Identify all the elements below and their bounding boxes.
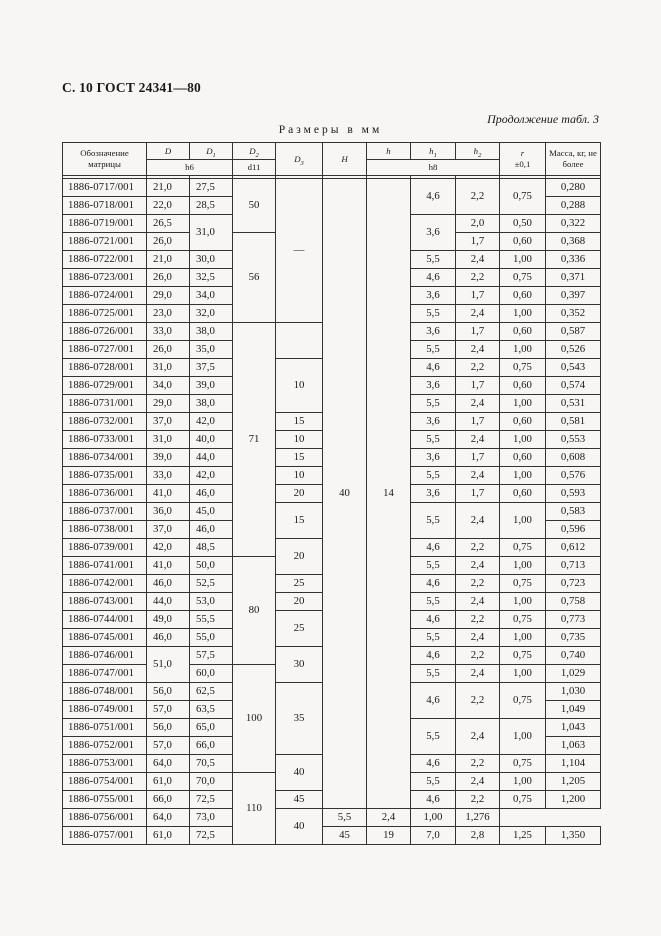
table-cell: 1,7 bbox=[456, 377, 500, 395]
table-cell: 1,7 bbox=[456, 449, 500, 467]
table-cell: 10 bbox=[276, 431, 323, 449]
header-D2: $D_2$ bbox=[233, 143, 276, 160]
table-cell: 34,0 bbox=[190, 287, 233, 305]
table-cell: 1,029 bbox=[546, 665, 601, 683]
table-cell: 1886-0729/001 bbox=[63, 377, 147, 395]
table-cell: 3,6 bbox=[411, 215, 456, 251]
table-cell: 0,574 bbox=[546, 377, 601, 395]
table-cell: 5,5 bbox=[411, 719, 456, 755]
table-cell: 1,7 bbox=[456, 233, 500, 251]
table-cell: 1,200 bbox=[546, 791, 601, 809]
table-cell: 3,6 bbox=[411, 485, 456, 503]
table-cell: 62,5 bbox=[190, 683, 233, 701]
table-cell: 56,0 bbox=[147, 683, 190, 701]
table-cell: 0,531 bbox=[546, 395, 601, 413]
table-cell: 0,50 bbox=[500, 215, 546, 233]
table-cell: 1,25 bbox=[500, 827, 546, 845]
page-header: С. 10 ГОСТ 24341—80 bbox=[62, 80, 201, 95]
table-cell: 1,00 bbox=[500, 593, 546, 611]
table-cell: 71 bbox=[233, 323, 276, 557]
table-cell: 1,7 bbox=[456, 323, 500, 341]
table-cell: 1,00 bbox=[500, 719, 546, 755]
table-cell: 0,75 bbox=[500, 683, 546, 719]
table-cell bbox=[276, 323, 323, 359]
table-cell: 1,350 bbox=[546, 827, 601, 845]
table-cell: 0,583 bbox=[546, 503, 601, 521]
table-cell: 3,6 bbox=[411, 413, 456, 431]
table-cell: 0,543 bbox=[546, 359, 601, 377]
table-cell: 40 bbox=[276, 809, 323, 845]
table-cell: 1886-0746/001 bbox=[63, 647, 147, 665]
table-cell: 38,0 bbox=[190, 323, 233, 341]
table-row bbox=[63, 179, 601, 197]
table-cell: 57,5 bbox=[190, 647, 233, 665]
table-cell: 2,2 bbox=[456, 755, 500, 773]
header-h1: $h_1$ bbox=[411, 143, 456, 160]
table-cell: 1,00 bbox=[500, 773, 546, 791]
table-cell: 20 bbox=[276, 539, 323, 575]
table-cell: 1,00 bbox=[500, 431, 546, 449]
table-cell: 2,2 bbox=[456, 647, 500, 665]
table-cell: 1886-0719/001 bbox=[63, 215, 147, 233]
table-cell: 1886-0753/001 bbox=[63, 755, 147, 773]
table-cell: 0,322 bbox=[546, 215, 601, 233]
table-cell: 4,6 bbox=[411, 791, 456, 809]
table-cell: 1886-0757/001 bbox=[63, 827, 147, 845]
table-cell: 1886-0754/001 bbox=[63, 773, 147, 791]
table-cell: 2,4 bbox=[456, 503, 500, 539]
table-cell: 0,336 bbox=[546, 251, 601, 269]
table-cell: 65,0 bbox=[190, 719, 233, 737]
table-cell: 4,6 bbox=[411, 539, 456, 557]
table-cell: 0,713 bbox=[546, 557, 601, 575]
table-cell: 1886-0755/001 bbox=[63, 791, 147, 809]
table-cell: 1886-0744/001 bbox=[63, 611, 147, 629]
table-cell: 0,608 bbox=[546, 449, 601, 467]
table-cell: 0,758 bbox=[546, 593, 601, 611]
table-cell: 0,75 bbox=[500, 539, 546, 557]
table-cell: 1886-0728/001 bbox=[63, 359, 147, 377]
table-cell: 0,75 bbox=[500, 269, 546, 287]
table-cell: 45 bbox=[276, 791, 323, 809]
table-cell: 29,0 bbox=[147, 395, 190, 413]
table-cell: 2,2 bbox=[456, 611, 500, 629]
table-cell: 15 bbox=[276, 413, 323, 431]
table-cell: 28,5 bbox=[190, 197, 233, 215]
table-cell: 0,75 bbox=[500, 359, 546, 377]
table-cell: 0,75 bbox=[500, 791, 546, 809]
table-cell: 1886-0738/001 bbox=[63, 521, 147, 539]
header-tol-h6: h6 bbox=[147, 160, 233, 176]
table-cell: 1,00 bbox=[500, 629, 546, 647]
table-cell: 41,0 bbox=[147, 557, 190, 575]
table-cell: 2,4 bbox=[456, 773, 500, 791]
table-cell: 1,00 bbox=[500, 251, 546, 269]
table-cell: 1,049 bbox=[546, 701, 601, 719]
table-cell: 4,6 bbox=[411, 611, 456, 629]
units-caption: Размеры в мм bbox=[278, 124, 383, 136]
table-cell: 2,4 bbox=[456, 719, 500, 755]
table-cell: 25 bbox=[276, 611, 323, 647]
table-cell: 21,0 bbox=[147, 179, 190, 197]
table-cell: 5,5 bbox=[323, 809, 367, 827]
table-continuation-label: Продолжение табл. 3 bbox=[487, 112, 599, 126]
table-cell: 1886-0737/001 bbox=[63, 503, 147, 521]
table-cell: 31,0 bbox=[190, 215, 233, 251]
table-cell: 38,0 bbox=[190, 395, 233, 413]
table-cell: 66,0 bbox=[190, 737, 233, 755]
table-cell: 15 bbox=[276, 503, 323, 539]
table-cell: 4,6 bbox=[411, 359, 456, 377]
table-cell: 25 bbox=[276, 575, 323, 593]
table-cell: 31,0 bbox=[147, 359, 190, 377]
table-cell: 0,60 bbox=[500, 287, 546, 305]
table-cell: 1886-0725/001 bbox=[63, 305, 147, 323]
table-cell: 45,0 bbox=[190, 503, 233, 521]
header-D: D bbox=[147, 143, 190, 160]
table-cell: 0,75 bbox=[500, 179, 546, 215]
table-cell: 19 bbox=[367, 827, 411, 845]
table-cell: 0,288 bbox=[546, 197, 601, 215]
table-cell: 4,6 bbox=[411, 755, 456, 773]
table-cell: 0,526 bbox=[546, 341, 601, 359]
table-cell: 0,368 bbox=[546, 233, 601, 251]
table-cell: 37,0 bbox=[147, 413, 190, 431]
table-cell: 1886-0745/001 bbox=[63, 629, 147, 647]
table-cell: 2,4 bbox=[456, 629, 500, 647]
table-cell: 10 bbox=[276, 359, 323, 413]
table-cell: 1886-0727/001 bbox=[63, 341, 147, 359]
table-cell: 31,0 bbox=[147, 431, 190, 449]
table-cell: 49,0 bbox=[147, 611, 190, 629]
table-cell: 1886-0756/001 bbox=[63, 809, 147, 827]
table-cell: 14 bbox=[367, 179, 411, 809]
table-cell: 1,00 bbox=[500, 467, 546, 485]
table-cell: 39,0 bbox=[147, 449, 190, 467]
table-cell: 0,612 bbox=[546, 539, 601, 557]
table-cell: 52,5 bbox=[190, 575, 233, 593]
table-cell: 4,6 bbox=[411, 683, 456, 719]
table-cell: 72,5 bbox=[190, 791, 233, 809]
table-cell: 21,0 bbox=[147, 251, 190, 269]
table-cell: 70,0 bbox=[190, 773, 233, 791]
table-cell: 1,7 bbox=[456, 485, 500, 503]
table-cell: 40 bbox=[276, 755, 323, 791]
table-cell: 41,0 bbox=[147, 485, 190, 503]
table-cell: 4,6 bbox=[411, 575, 456, 593]
table-cell: 64,0 bbox=[147, 809, 190, 827]
table-cell: 42,0 bbox=[190, 413, 233, 431]
table-cell: 1886-0731/001 bbox=[63, 395, 147, 413]
table-cell: 37,5 bbox=[190, 359, 233, 377]
table-cell: 5,5 bbox=[411, 305, 456, 323]
table-cell: 46,0 bbox=[190, 521, 233, 539]
table-cell: 57,0 bbox=[147, 737, 190, 755]
table-cell: 57,0 bbox=[147, 701, 190, 719]
table-cell: 20 bbox=[276, 593, 323, 611]
table-cell: 36,0 bbox=[147, 503, 190, 521]
table-cell: 3,6 bbox=[411, 377, 456, 395]
table-cell: 10 bbox=[276, 467, 323, 485]
table-cell: 72,5 bbox=[190, 827, 233, 845]
table-cell: 2,4 bbox=[456, 395, 500, 413]
table-cell: 1886-0717/001 bbox=[63, 179, 147, 197]
table-cell: 0,576 bbox=[546, 467, 601, 485]
table-cell: 1886-0735/001 bbox=[63, 467, 147, 485]
table-cell: 1886-0723/001 bbox=[63, 269, 147, 287]
table-cell: 1,00 bbox=[500, 503, 546, 539]
table-cell: 1,205 bbox=[546, 773, 601, 791]
table-cell: 1886-0749/001 bbox=[63, 701, 147, 719]
table-cell: 0,596 bbox=[546, 521, 601, 539]
table-cell: 4,6 bbox=[411, 179, 456, 215]
table-cell: 51,0 bbox=[147, 647, 190, 683]
table-cell: 42,0 bbox=[190, 467, 233, 485]
table-cell: 2,0 bbox=[456, 215, 500, 233]
header-code: Обозначение матрицы bbox=[63, 143, 147, 176]
table-cell: 0,60 bbox=[500, 413, 546, 431]
table-cell: 1886-0733/001 bbox=[63, 431, 147, 449]
table-cell: 1,063 bbox=[546, 737, 601, 755]
table-cell: 1886-0751/001 bbox=[63, 719, 147, 737]
table-cell: 5,5 bbox=[411, 467, 456, 485]
header-D1: $D_1$ bbox=[190, 143, 233, 160]
header-tol-h8: h8 bbox=[367, 160, 500, 176]
table-cell: 2,8 bbox=[456, 827, 500, 845]
table-cell: 34,0 bbox=[147, 377, 190, 395]
table-cell: 1886-0748/001 bbox=[63, 683, 147, 701]
table-cell: 0,75 bbox=[500, 575, 546, 593]
table-cell: 3,6 bbox=[411, 449, 456, 467]
table-cell: 30 bbox=[276, 647, 323, 683]
header-H: H bbox=[323, 143, 367, 176]
table-cell: 5,5 bbox=[411, 431, 456, 449]
table-cell: 56,0 bbox=[147, 719, 190, 737]
header-r: r ±0,1 bbox=[500, 143, 546, 176]
table-cell: 35,0 bbox=[190, 341, 233, 359]
dimensions-table bbox=[62, 142, 601, 845]
table-cell: 1,00 bbox=[500, 665, 546, 683]
table-cell: 5,5 bbox=[411, 341, 456, 359]
table-cell: 15 bbox=[276, 449, 323, 467]
table-cell: 5,5 bbox=[411, 629, 456, 647]
table-row bbox=[63, 809, 601, 827]
table-cell: 1,030 bbox=[546, 683, 601, 701]
table-cell: 0,553 bbox=[546, 431, 601, 449]
table-cell: 110 bbox=[233, 773, 276, 845]
table-cell: 1886-0724/001 bbox=[63, 287, 147, 305]
table-cell: 1,00 bbox=[500, 341, 546, 359]
table-cell: 2,4 bbox=[367, 809, 411, 827]
table-cell: 2,4 bbox=[456, 665, 500, 683]
table-cell: 44,0 bbox=[147, 593, 190, 611]
table-cell: 5,5 bbox=[411, 593, 456, 611]
table-cell: 0,773 bbox=[546, 611, 601, 629]
table-cell: 61,0 bbox=[147, 827, 190, 845]
table-cell: 4,6 bbox=[411, 269, 456, 287]
table-cell: 5,5 bbox=[411, 251, 456, 269]
table-cell: 22,0 bbox=[147, 197, 190, 215]
table-cell: 61,0 bbox=[147, 773, 190, 791]
table-cell: 55,5 bbox=[190, 611, 233, 629]
table-cell: 70,5 bbox=[190, 755, 233, 773]
table-cell: 1886-0747/001 bbox=[63, 665, 147, 683]
table-cell: 0,587 bbox=[546, 323, 601, 341]
table-cell: 40,0 bbox=[190, 431, 233, 449]
table-cell: 1,7 bbox=[456, 287, 500, 305]
table-cell: 55,0 bbox=[190, 629, 233, 647]
table-cell: 42,0 bbox=[147, 539, 190, 557]
table-cell: 0,75 bbox=[500, 755, 546, 773]
table-cell: 2,4 bbox=[456, 251, 500, 269]
table-cell: 1,00 bbox=[500, 557, 546, 575]
table-cell: 0,723 bbox=[546, 575, 601, 593]
table-cell: 32,5 bbox=[190, 269, 233, 287]
table-cell: 2,4 bbox=[456, 467, 500, 485]
table-cell: 32,0 bbox=[190, 305, 233, 323]
table-cell: 56 bbox=[233, 233, 276, 323]
table-cell: 1,00 bbox=[500, 395, 546, 413]
table-cell: 0,581 bbox=[546, 413, 601, 431]
table-cell: 1886-0732/001 bbox=[63, 413, 147, 431]
table-cell: 50,0 bbox=[190, 557, 233, 575]
table-cell: 1886-0743/001 bbox=[63, 593, 147, 611]
table-cell: 1886-0739/001 bbox=[63, 539, 147, 557]
table-cell: 1886-0736/001 bbox=[63, 485, 147, 503]
table-cell: 23,0 bbox=[147, 305, 190, 323]
table-cell: 0,75 bbox=[500, 611, 546, 629]
table-cell: 1,00 bbox=[500, 305, 546, 323]
header-h: h bbox=[367, 143, 411, 160]
table-cell: 0,60 bbox=[500, 233, 546, 251]
table-cell: 2,2 bbox=[456, 791, 500, 809]
table-cell: 2,2 bbox=[456, 683, 500, 719]
table-cell: 27,5 bbox=[190, 179, 233, 197]
table-cell: 5,5 bbox=[411, 665, 456, 683]
table-cell: 1886-0722/001 bbox=[63, 251, 147, 269]
table-cell: 60,0 bbox=[190, 665, 233, 683]
table-cell: 45 bbox=[323, 827, 367, 845]
table-cell: 4,6 bbox=[411, 647, 456, 665]
table-cell: 2,2 bbox=[456, 179, 500, 215]
table-cell: 2,4 bbox=[456, 431, 500, 449]
table-cell: 7,0 bbox=[411, 827, 456, 845]
header-h2: $h_2$ bbox=[456, 143, 500, 160]
table-cell: 26,0 bbox=[147, 233, 190, 251]
header-mass: Масса, кг, не более bbox=[546, 143, 601, 176]
table-cell: 2,2 bbox=[456, 539, 500, 557]
table-cell: 46,0 bbox=[147, 575, 190, 593]
table-cell: 26,0 bbox=[147, 269, 190, 287]
table-cell: 1886-0741/001 bbox=[63, 557, 147, 575]
table-cell: 2,4 bbox=[456, 557, 500, 575]
table-cell: 1886-0742/001 bbox=[63, 575, 147, 593]
table-cell: 0,60 bbox=[500, 377, 546, 395]
table-cell: 64,0 bbox=[147, 755, 190, 773]
table-cell: 63,5 bbox=[190, 701, 233, 719]
table-cell: 1886-0718/001 bbox=[63, 197, 147, 215]
table-cell: 2,2 bbox=[456, 575, 500, 593]
table-cell: 1886-0752/001 bbox=[63, 737, 147, 755]
table-cell: 1,7 bbox=[456, 413, 500, 431]
table-cell: 1886-0726/001 bbox=[63, 323, 147, 341]
table-cell: 5,5 bbox=[411, 503, 456, 539]
table-cell: 50 bbox=[233, 179, 276, 233]
table-cell: 0,60 bbox=[500, 323, 546, 341]
table-cell: 0,60 bbox=[500, 485, 546, 503]
table-cell: 0,371 bbox=[546, 269, 601, 287]
table-cell: 1,043 bbox=[546, 719, 601, 737]
table-cell: 46,0 bbox=[190, 485, 233, 503]
table-cell: 26,0 bbox=[147, 341, 190, 359]
table-cell: 2,2 bbox=[456, 269, 500, 287]
header-D3: $D_3$ bbox=[276, 143, 323, 176]
table-cell: 33,0 bbox=[147, 323, 190, 341]
table-cell: 73,0 bbox=[190, 809, 233, 827]
table-cell: 20 bbox=[276, 485, 323, 503]
table-cell: 0,740 bbox=[546, 647, 601, 665]
table-cell: 5,5 bbox=[411, 557, 456, 575]
table-cell: 2,4 bbox=[456, 593, 500, 611]
table-cell: 29,0 bbox=[147, 287, 190, 305]
table-cell: 40 bbox=[323, 179, 367, 809]
table-cell: 0,397 bbox=[546, 287, 601, 305]
table-cell: 1,00 bbox=[411, 809, 456, 827]
table-cell: 44,0 bbox=[190, 449, 233, 467]
table-row bbox=[63, 827, 601, 845]
table-cell: 30,0 bbox=[190, 251, 233, 269]
table-cell: 33,0 bbox=[147, 467, 190, 485]
table-cell: 0,593 bbox=[546, 485, 601, 503]
table-cell: 37,0 bbox=[147, 521, 190, 539]
table-cell: 26,5 bbox=[147, 215, 190, 233]
table-cell: 3,6 bbox=[411, 323, 456, 341]
table-cell: 2,2 bbox=[456, 359, 500, 377]
table-cell: 0,75 bbox=[500, 647, 546, 665]
table-cell: 1,276 bbox=[456, 809, 500, 827]
table-cell: 2,4 bbox=[456, 341, 500, 359]
table-cell: 0,735 bbox=[546, 629, 601, 647]
table-cell: 5,5 bbox=[411, 773, 456, 791]
table-cell: 1,104 bbox=[546, 755, 601, 773]
table-cell: 0,352 bbox=[546, 305, 601, 323]
table-cell: 3,6 bbox=[411, 287, 456, 305]
table-cell: 80 bbox=[233, 557, 276, 665]
table-cell: 0,280 bbox=[546, 179, 601, 197]
table-cell: 100 bbox=[233, 665, 276, 773]
table-cell: 53,0 bbox=[190, 593, 233, 611]
table-cell: 35 bbox=[276, 683, 323, 755]
table-cell: 2,4 bbox=[456, 305, 500, 323]
table-cell: 48,5 bbox=[190, 539, 233, 557]
table-cell: 66,0 bbox=[147, 791, 190, 809]
table-cell: 1886-0734/001 bbox=[63, 449, 147, 467]
table-cell: 0,60 bbox=[500, 449, 546, 467]
table-cell: 46,0 bbox=[147, 629, 190, 647]
header-tol-d11: d11 bbox=[233, 160, 276, 176]
table-cell: — bbox=[276, 179, 323, 323]
table-cell: 1886-0721/001 bbox=[63, 233, 147, 251]
table-cell: 39,0 bbox=[190, 377, 233, 395]
table-cell: 5,5 bbox=[411, 395, 456, 413]
